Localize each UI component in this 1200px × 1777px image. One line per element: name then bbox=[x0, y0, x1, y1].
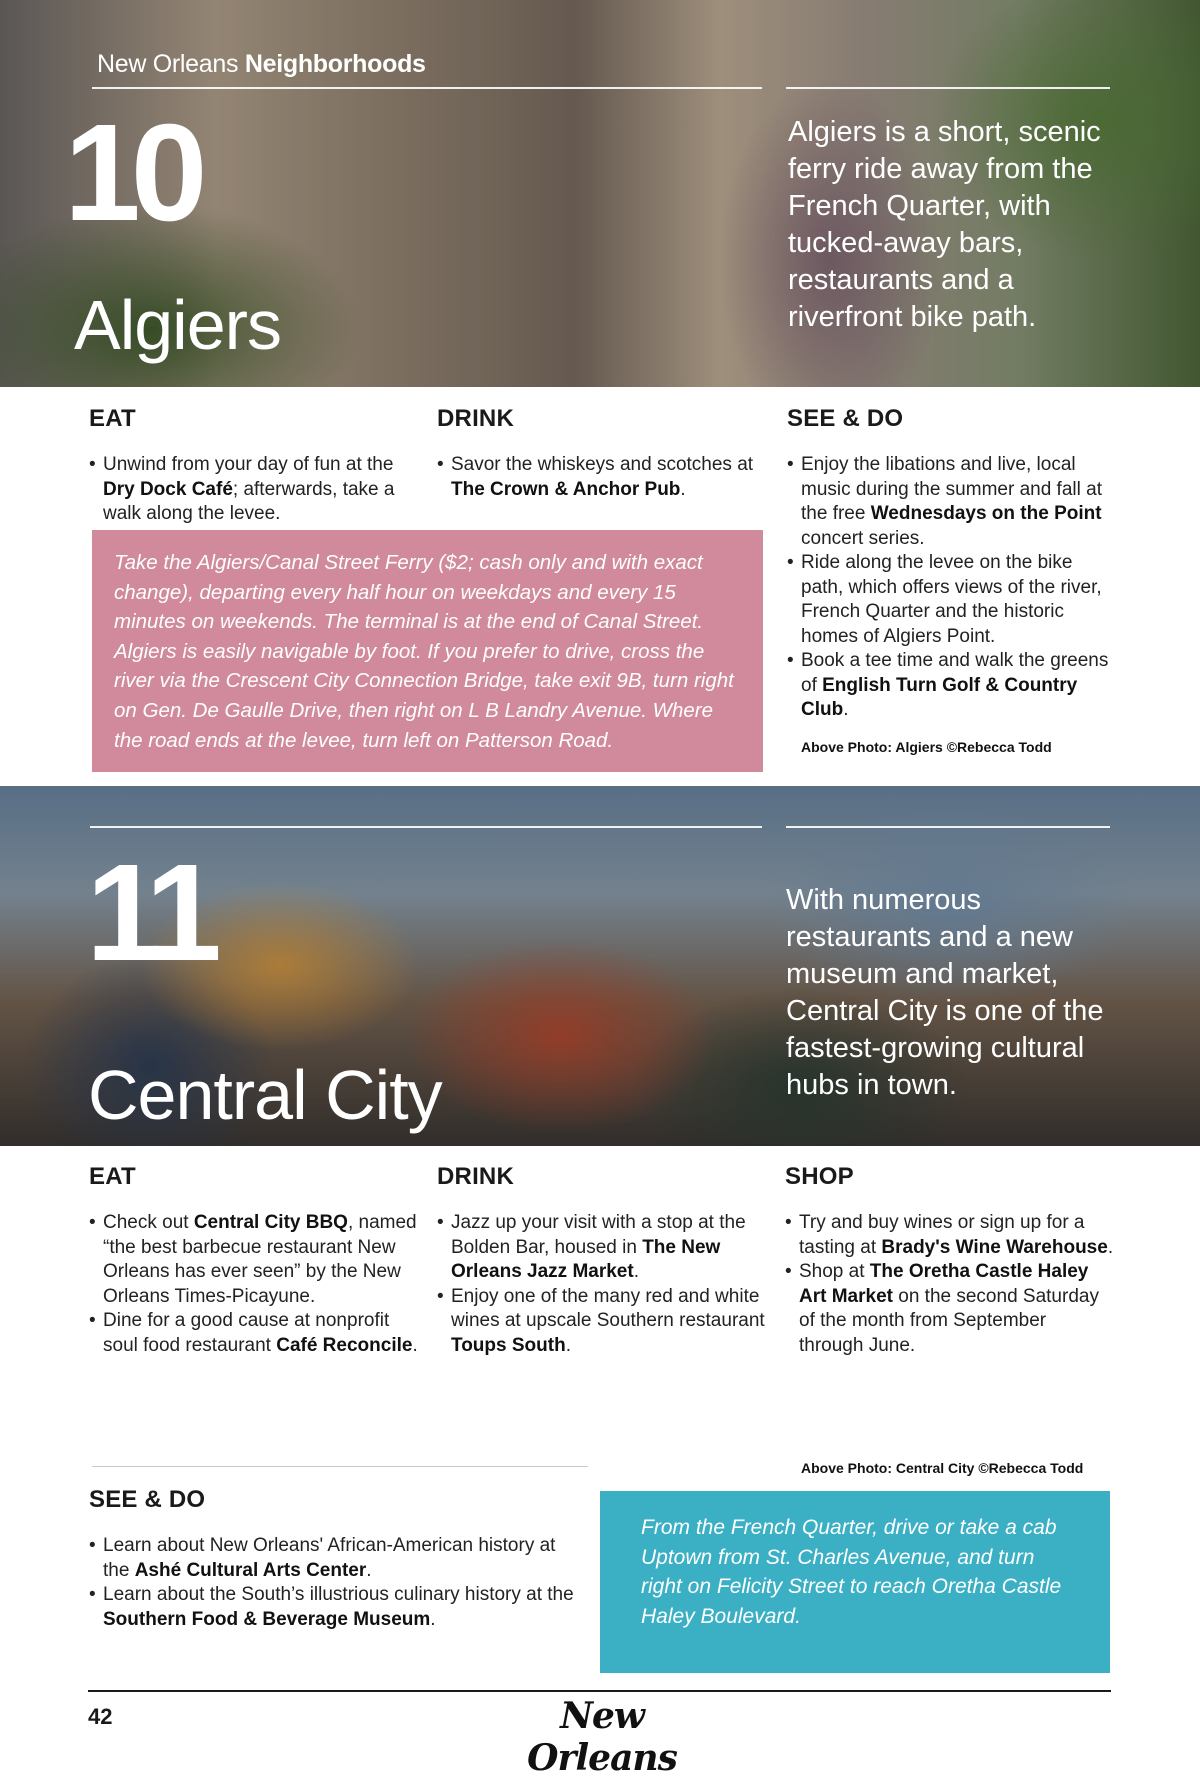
footer-rule bbox=[88, 1690, 1111, 1692]
list-item: • Enjoy one of the many red and white wines at upscale Southern restaurant Toups South. bbox=[437, 1285, 772, 1359]
list-item: • Savor the whiskeys and scotches at The Crown & Anchor Pub. bbox=[437, 453, 772, 502]
list-item: • Shop at The Oretha Castle Haley Art Market on the second Saturday of the month from September through June. bbox=[785, 1260, 1115, 1358]
list-item: • Ride along the levee on the bike path, which offers views of the river, French Quarter and the historic homes of Algiers Point. bbox=[787, 551, 1117, 649]
drink-heading: DRINK bbox=[437, 1163, 514, 1190]
list-item: • Unwind from your day of fun at the Dry Dock Café; afterwards, take a walk along the levee. bbox=[89, 453, 419, 527]
hero-rule-left bbox=[90, 826, 762, 828]
eat-heading: EAT bbox=[89, 405, 136, 432]
central-city-directions-tip: From the French Quarter, drive or take a cab Uptown from St. Charles Avenue, and turn right on Felicity Street to reach Oretha Castle Haley Boulevard. bbox=[600, 1491, 1110, 1673]
algiers-see-do-column bbox=[787, 405, 1117, 723]
list-item: • Check out Central City BBQ, named “the best barbecue restaurant New Orleans has ever seen” by the New Orleans Times-Picayune. bbox=[89, 1211, 419, 1309]
list-item: • Book a tee time and walk the greens of English Turn Golf & Country Club. bbox=[787, 649, 1117, 723]
algiers-photo-caption: Above Photo: Algiers ©Rebecca Todd bbox=[801, 739, 1052, 755]
central-city-drink-column bbox=[437, 1163, 772, 1358]
neighborhood-name: Central City bbox=[88, 1056, 442, 1134]
neighborhood-number: 10 bbox=[64, 96, 198, 250]
list-item: • Learn about New Orleans' African-American history at the Ashé Cultural Arts Center. bbox=[89, 1534, 584, 1583]
list-item: • Enjoy the libations and live, local music during the summer and fall at the free Wednesdays on the Point concert series. bbox=[787, 453, 1117, 551]
hero-rule-left bbox=[92, 87, 762, 89]
central-city-shop-column bbox=[785, 1163, 1115, 1358]
list-item: • Learn about the South’s illustrious culinary history at the Southern Food & Beverage Museum. bbox=[89, 1583, 584, 1632]
series-label: New Orleans Neighborhoods bbox=[97, 50, 426, 78]
list-item: • Dine for a good cause at nonprofit soul food restaurant Café Reconcile. bbox=[89, 1309, 419, 1358]
shop-heading: SHOP bbox=[785, 1163, 854, 1190]
neighborhood-number: 11 bbox=[86, 836, 212, 990]
algiers-eat-column bbox=[89, 405, 419, 527]
brand-logo: New Orleans bbox=[527, 1695, 677, 1777]
eat-heading: EAT bbox=[89, 1163, 136, 1190]
neighborhood-tagline: Algiers is a short, scenic ferry ride away from the French Quarter, with tucked-away bars, restaurants and a riverfront bike path. bbox=[788, 116, 1101, 333]
see-do-heading: SEE & DO bbox=[787, 405, 904, 432]
algiers-hero-photo bbox=[0, 0, 1200, 387]
page-number: 42 bbox=[88, 1704, 113, 1729]
hero-rule-right bbox=[786, 826, 1110, 828]
central-city-hero-photo bbox=[0, 786, 1200, 1146]
neighborhood-tagline: With numerous restaurants and a new museum and market, Central City is one of the fastest-growing cultural hubs in town. bbox=[786, 884, 1104, 1101]
see-do-heading: SEE & DO bbox=[89, 1486, 206, 1513]
drink-heading: DRINK bbox=[437, 405, 514, 432]
neighborhood-name: Algiers bbox=[74, 286, 281, 364]
section-divider bbox=[92, 1466, 588, 1467]
list-item: • Jazz up your visit with a stop at the Bolden Bar, housed in The New Orleans Jazz Market. bbox=[437, 1211, 772, 1285]
central-city-photo-caption: Above Photo: Central City ©Rebecca Todd bbox=[801, 1460, 1084, 1476]
algiers-drink-column bbox=[437, 405, 772, 502]
algiers-directions-tip: Take the Algiers/Canal Street Ferry ($2; cash only and with exact change), departing every half hour on weekdays and every 15 minutes on weekends. The terminal is at the end of Canal Street. Algiers is easily navigable by foot. If you prefer to drive, cross the river via the Crescent City Connection Bridge, take exit 9B, turn right on Gen. De Gaulle Drive, then right on L B Landry Avenue. Where the road ends at the levee, turn left on Patterson Road. bbox=[92, 530, 763, 772]
central-city-eat-column bbox=[89, 1163, 419, 1358]
list-item: • Try and buy wines or sign up for a tasting at Brady's Wine Warehouse. bbox=[785, 1211, 1115, 1260]
central-city-see-do-column bbox=[89, 1486, 584, 1632]
hero-rule-right bbox=[786, 87, 1110, 89]
